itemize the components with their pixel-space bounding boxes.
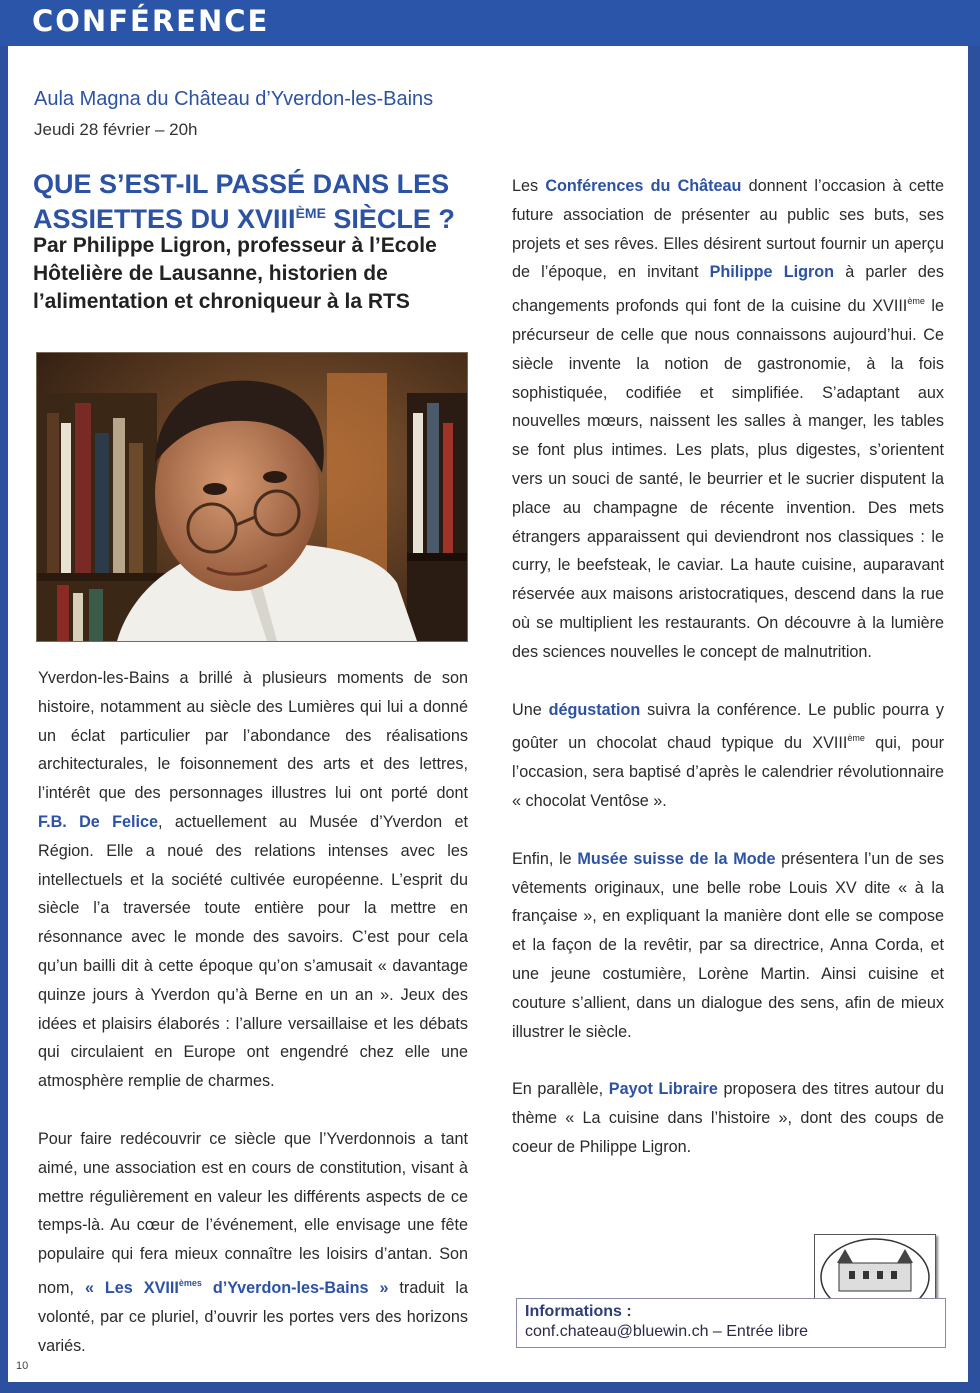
speaker-photo	[36, 352, 468, 642]
left-column	[38, 664, 468, 1389]
left-p2-highlight-1: « Les XVIII	[84, 1278, 179, 1297]
right-paragraph-3	[512, 845, 944, 1047]
right-paragraph-1	[512, 172, 944, 667]
right-p1-b: donnent l’occasion à cette future association de présenter au public ses buts, ses projets et ses rêves. Elles désirent surtout fournir un aperçu de l’époque, en invitant	[512, 177, 944, 282]
right-p1-sup: ème	[907, 296, 925, 307]
subtitle: Par Philippe Ligron, professeur à l’Ecole Hôtelière de Lausanne, historien de l’alimentation et chroniqueur à la RTS	[33, 234, 437, 313]
right-p1-highlight-2: Philippe Ligron	[709, 263, 835, 282]
header-band	[0, 0, 980, 46]
info-contact: conf.chateau@bluewin.ch – Entrée libre	[525, 1323, 809, 1340]
left-p1-a: Yverdon-les-Bains a brillé à plusieurs moments de son histoire, notamment au siècle des Lumières qui lui a donné un éclat particulier par l’abondance des réalisations architecturales, le foisonnement des arts et des lettres, l’intérêt que des personnages illustres lui ont porté dont	[38, 669, 468, 803]
left-p1-highlight: F.B. De Felice	[38, 812, 159, 831]
headline-sup: ÈME	[295, 205, 326, 221]
event-datetime: Jeudi 28 février – 20h	[34, 120, 198, 139]
right-p3-b: présentera l’un de ses vêtements originaux, une belle robe Louis XV dite « à la française », en expliquant la manière dont elle se compose et la façon de la revêtir, par sa directrice, Anna Corda, et une jeune costumière, Lorène Martin. Ainsi cuisine et couture s’allient, dans un dialogue des sens, afin de mieux illustrer le siècle.	[512, 849, 944, 1041]
right-p4-a: En parallèle,	[512, 1080, 609, 1099]
headline-part1: QUE S’EST-IL PASSÉ DANS LES ASSIETTES DU XVIII	[33, 169, 450, 234]
right-column	[512, 172, 944, 1191]
left-p1-b: , actuellement au Musée d’Yverdon et Région. Elle a noué des relations intenses avec les intellectuels et la société cultivée européenne. L’esprit du siècle l’a traversée toute entière pour la mettre en résonnance avec le monde des savoirs. C’est pour cela qu’un bailli dit à cette époque qu’on s’amusait « davantage quinze jours à Yverdon qu’à Berne en un an ». Jeux des idées et plaisirs élaborés : l’allure versaillaise et les débats qui circulaient en Europe ont engendré chez elle une atmosphère remplie de charmes.	[38, 812, 469, 1091]
speaker-photo-graphic	[37, 353, 467, 641]
section-label: CONFÉRENCE	[32, 4, 270, 38]
right-p2-b: suivra la conférence. Le public pourra y goûter un chocolat chaud typique du XVIII	[512, 700, 944, 753]
left-p2-b: traduit la volonté, par ce pluriel, d’ouvrir les portes vers des horizons variés.	[38, 1278, 468, 1355]
right-p2-sup: ème	[847, 733, 865, 744]
left-p2-highlight-sup: èmes	[178, 1277, 202, 1288]
right-p3-a: Enfin, le	[512, 849, 578, 868]
info-title: Informations :	[525, 1303, 632, 1320]
right-p2-c: qui, pour l’occasion, sera baptisé d’après le calendrier révolutionnaire « chocolat Ventôse ».	[512, 734, 945, 810]
headline-part2: SIÈCLE ?	[325, 204, 455, 234]
right-paragraph-4	[512, 1075, 944, 1161]
right-p1-a: Les	[512, 177, 546, 195]
left-paragraph-1	[38, 664, 468, 1096]
page-number: 10	[16, 1360, 29, 1372]
left-p2-highlight-2: d’Yverdon-les-Bains »	[201, 1278, 389, 1297]
info-box	[516, 1298, 946, 1348]
left-p2-a: Pour faire redécouvrir ce siècle que l’Yverdonnois a tant aimé, une association est en cours de constitution, visant à mettre régulièrement en valeur les différents aspects de ce temps-là. Au cœur de l’événement, elle envisage une fête populaire qui fera mieux connaître les loisirs d’antan. Son nom,	[38, 1129, 468, 1297]
right-p2-highlight: dégustation	[548, 700, 641, 719]
headline	[33, 170, 473, 234]
right-p2-a: Une	[512, 700, 549, 719]
right-p4-b: proposera des titres autour du thème « La cuisine dans l’histoire », dont des coups de coeur de Philippe Ligron.	[512, 1080, 944, 1156]
right-p1-d: le précurseur de celle que nous connaissons aujourd’hui. Ce siècle invente la notion de gastronomie, à la fois sophistiquée, codifiée et simplifiée. S’adaptant aux nouvelles mœurs, naissent les salles à manger, les tables se font plus intimes. Les plats, plus digestes, s’orientent vers un souci de santé, le beurrier et le sucrier disputent la place au champagne de récente invention. Des mets étrangers apparaissent qui deviendront nos classiques : le curry, le beefsteak, le caviar. La haute cuisine, auparavant réservée aux maisons aristocratiques, descend dans la rue où se multiplient les restaurants. On découvre à la lumière des sciences nouvelles le concept de malnutrition.	[512, 297, 944, 661]
right-p4-highlight: Payot Libraire	[608, 1080, 718, 1099]
right-paragraph-2	[512, 696, 944, 816]
right-p1-highlight-1: Conférences du Château	[545, 177, 742, 195]
left-paragraph-2	[38, 1125, 468, 1360]
right-p3-highlight: Musée suisse de la Mode	[577, 849, 776, 868]
event-venue: Aula Magna du Château d’Yverdon-les-Bains	[34, 88, 434, 110]
right-p1-c: à parler des changements profonds qui font de la cuisine du XVIII	[512, 263, 944, 316]
